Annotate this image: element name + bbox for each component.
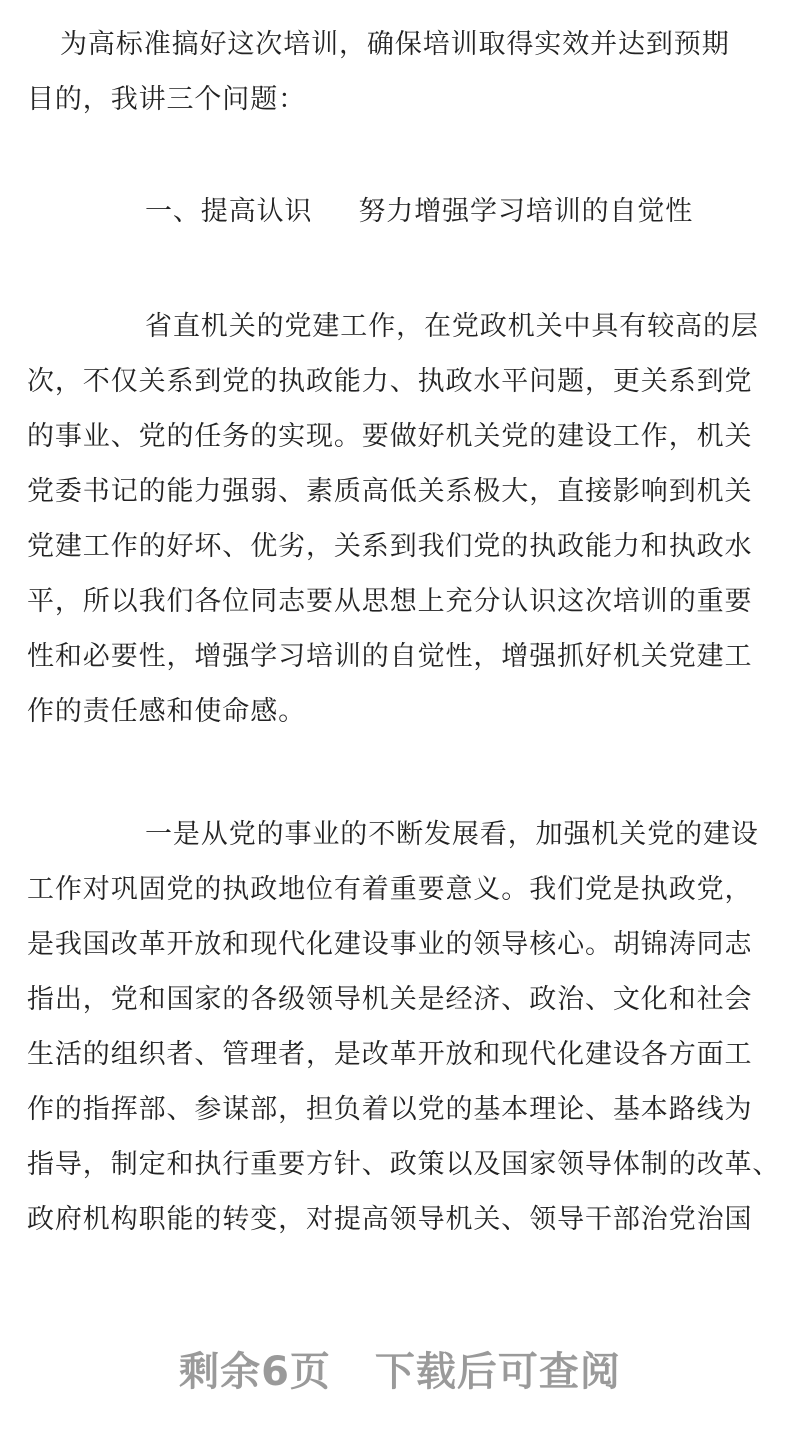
download-banner[interactable]: [0, 1340, 800, 1397]
paragraph-line: 性和必要性，增强学习培训的自觉性，增强抓好机关党建工: [27, 641, 753, 672]
paragraph-line: 的事业、党的任务的实现。要做好机关党的建设工作，机关: [27, 421, 753, 452]
paragraph-line: 作的责任感和使命感。: [27, 696, 306, 727]
paragraph-line: 党委书记的能力强弱、素质高低关系极大，直接影响到机关: [27, 476, 753, 507]
paragraph-line: 指出，党和国家的各级领导机关是经济、政治、文化和社会: [27, 984, 753, 1015]
paragraph-line: 省直机关的党建工作，在党政机关中具有较高的层: [145, 311, 759, 342]
paragraph-line: 是我国改革开放和现代化建设事业的领导核心。胡锦涛同志: [27, 929, 753, 960]
intro-line: 目的，我讲三个问题：: [27, 84, 306, 115]
paragraph-line: 生活的组织者、管理者，是改革开放和现代化建设各方面工: [27, 1039, 753, 1070]
download-prompt-text[interactable]: 下载后可查阅: [374, 1349, 621, 1395]
paragraph-line: 一是从党的事业的不断发展看，加强机关党的建设: [145, 819, 759, 850]
heading-number: 一、提高认识: [145, 196, 313, 227]
paragraph-line: 党建工作的好坏、优劣，关系到我们党的执政能力和执政水: [27, 531, 753, 562]
paragraph-line: 平，所以我们各位同志要从思想上充分认识这次培训的重要: [27, 586, 753, 617]
paragraph-line: 工作对巩固党的执政地位有着重要意义。我们党是执政党，: [27, 874, 753, 905]
intro-line: 为高标准搞好这次培训，确保培训取得实效并达到预期: [60, 29, 730, 60]
paragraph-line: 指导，制定和执行重要方针、政策以及国家领导体制的改革、: [27, 1149, 781, 1180]
paragraph-line: 政府机构职能的转变，对提高领导机关、领导干部治党治国: [27, 1204, 753, 1235]
section-heading: [145, 195, 800, 229]
paragraph-line: 作的指挥部、参谋部，担负着以党的基本理论、基本路线为: [27, 1094, 753, 1125]
paragraph-line: 次，不仅关系到党的执政能力、执政水平问题，更关系到党: [27, 366, 753, 397]
remaining-pages-text: 剩余6页: [179, 1349, 331, 1395]
heading-title: 努力增强学习培训的自觉性: [358, 196, 694, 227]
